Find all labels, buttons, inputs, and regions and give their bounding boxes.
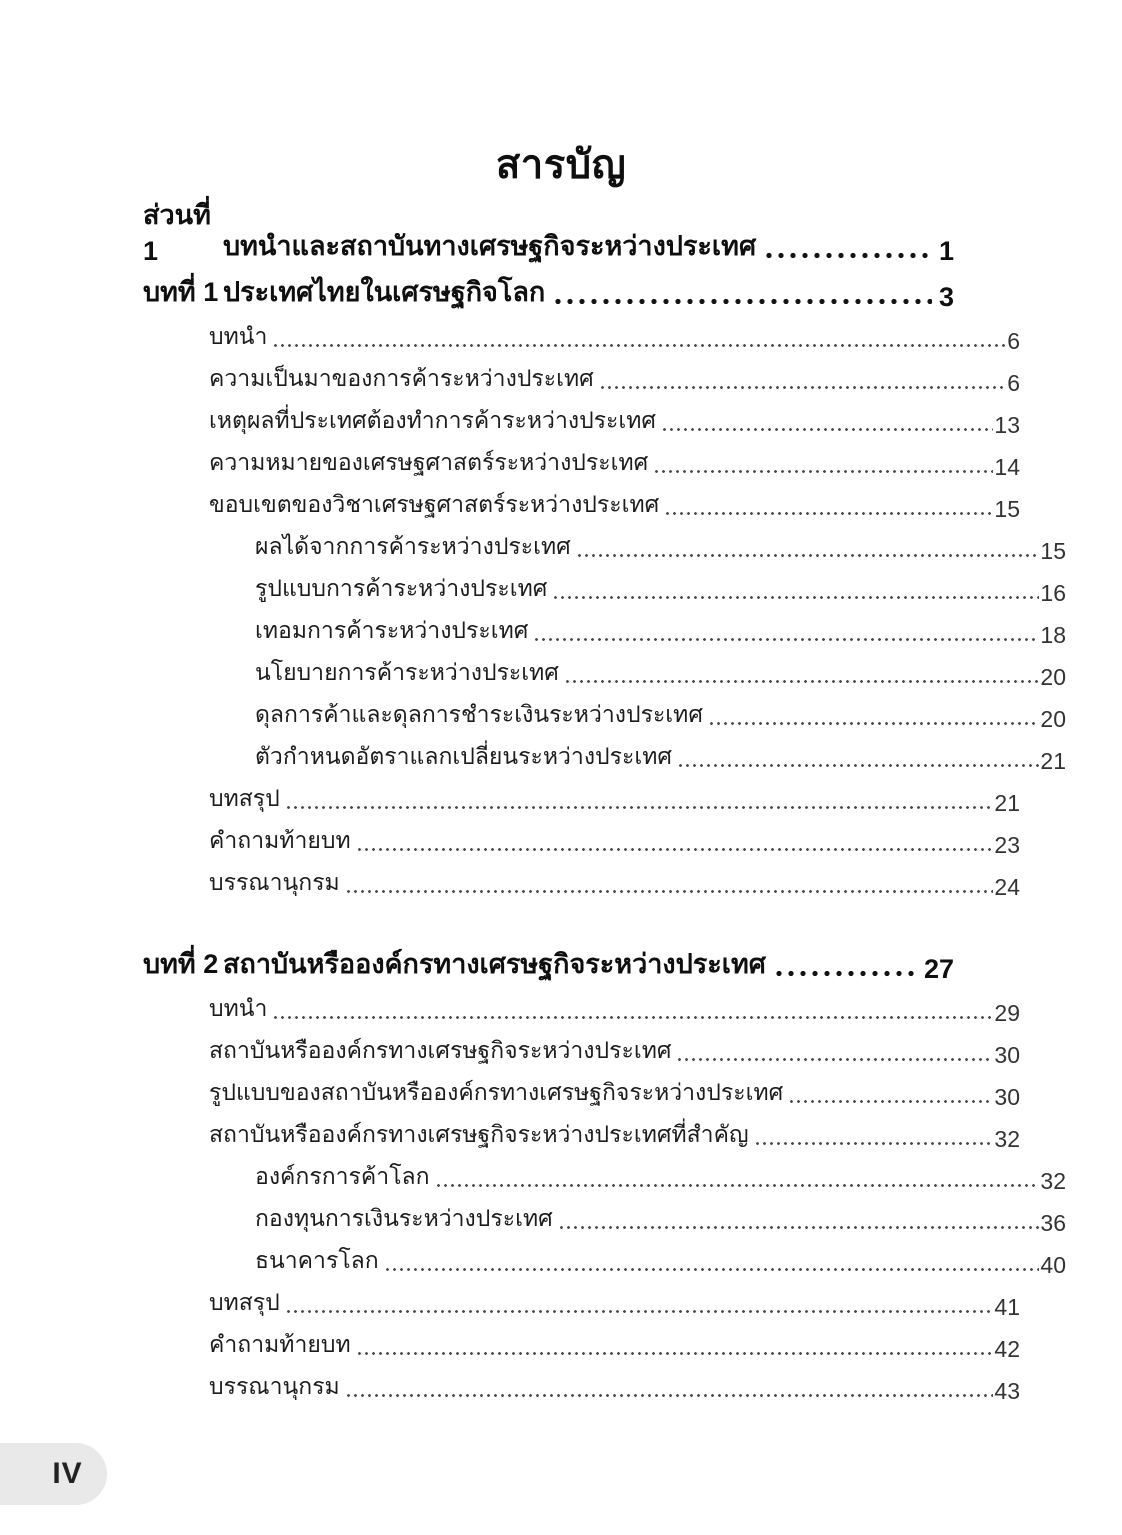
toc-row-title: ขอบเขตของวิชาเศรษฐศาสตร์ระหว่างประเทศ	[209, 491, 660, 517]
toc-leader-dots	[356, 845, 994, 854]
toc-row-label: บทที่ 1	[143, 277, 219, 307]
toc-row	[143, 1321, 1020, 1363]
toc-row	[143, 985, 1020, 1027]
toc-row	[143, 523, 1066, 565]
toc-leader-dots	[558, 1223, 1040, 1232]
toc-page-number: 40	[1040, 1252, 1066, 1278]
toc-row-title: สถาบันหรือองค์กรทางเศรษฐกิจระหว่างประเทศที่สำคัญ	[209, 1121, 749, 1147]
toc-leader-dots	[754, 1139, 994, 1148]
toc-row	[143, 1111, 1020, 1153]
toc-leader-dots	[552, 296, 932, 307]
toc-row	[143, 313, 1020, 355]
toc-page-number: 29	[994, 1000, 1020, 1026]
toc-leader-dots	[272, 1013, 993, 1022]
toc-page-number: 24	[994, 874, 1020, 900]
toc-page-number: 42	[994, 1336, 1020, 1362]
toc-page-number: 16	[1040, 580, 1066, 606]
toc-row-title: ดุลการค้าและดุลการชำระเงินระหว่างประเทศ	[255, 701, 703, 727]
toc-leader-dots	[435, 1181, 1040, 1190]
toc-leader-dots	[664, 509, 993, 518]
toc-page-number: 41	[994, 1294, 1020, 1320]
toc-row-title: เทอมการค้าระหว่างประเทศ	[255, 617, 529, 643]
toc-row-label: บทที่ 2	[143, 949, 219, 979]
toc-leader-dots	[552, 593, 1039, 602]
toc-leader-dots	[661, 425, 993, 434]
toc-leader-dots	[345, 1391, 994, 1400]
toc-leader-dots	[285, 1307, 994, 1316]
toc-page-number: 6	[1007, 370, 1020, 396]
toc-page-number: 43	[994, 1378, 1020, 1404]
toc-page-number: 27	[923, 954, 954, 984]
toc-leader-dots	[384, 1265, 1040, 1274]
toc-row	[143, 649, 1066, 691]
toc-row-title: ความเป็นมาของการค้าระหว่างประเทศ	[209, 365, 594, 391]
toc-row	[143, 267, 954, 313]
toc-page-number: 15	[994, 496, 1020, 522]
toc-page-number: 21	[1040, 748, 1066, 774]
toc-leader-dots	[345, 887, 994, 896]
toc-row	[143, 565, 1066, 607]
toc-page-number: 15	[1040, 538, 1066, 564]
toc-row	[143, 939, 954, 985]
toc-row-title: ธนาคารโลก	[255, 1247, 379, 1273]
toc-leader-dots	[773, 968, 917, 979]
toc-row	[143, 200, 954, 267]
toc-row-title: บทนำ	[209, 323, 268, 349]
toc-row-title: สถาบันหรือองค์กรทางเศรษฐกิจระหว่างประเทศ	[209, 1037, 672, 1063]
toc-page-number: 6	[1007, 328, 1020, 354]
toc-leader-dots	[677, 761, 1039, 770]
toc-row-label: ส่วนที่ 1	[143, 200, 211, 266]
toc-leader-dots	[653, 467, 993, 476]
toc-row	[143, 691, 1066, 733]
toc-row-title: กองทุนการเงินระหว่างประเทศ	[255, 1205, 553, 1231]
toc-row	[143, 439, 1020, 481]
toc-row	[143, 607, 1066, 649]
toc-row	[143, 1069, 1020, 1111]
toc-row-title: ผลได้จากการค้าระหว่างประเทศ	[255, 533, 571, 559]
toc-leader-dots	[676, 1055, 993, 1064]
toc-leader-dots	[576, 551, 1040, 560]
toc-page-number: 18	[1040, 622, 1066, 648]
toc-page-number: 32	[994, 1126, 1020, 1152]
toc-row-title: บทสรุป	[209, 1289, 280, 1315]
toc-row	[143, 775, 1020, 817]
page-number-badge	[0, 1443, 107, 1505]
toc-row-title: ตัวกำหนดอัตราแลกเปลี่ยนระหว่างประเทศ	[255, 743, 672, 769]
toc-leader-dots	[356, 1349, 994, 1358]
toc-row-title: นโยบายการค้าระหว่างประเทศ	[255, 659, 559, 685]
toc-leader-dots	[788, 1097, 993, 1106]
toc-row-title: เหตุผลที่ประเทศต้องทำการค้าระหว่างประเทศ	[209, 407, 657, 433]
toc-page-number: 20	[1040, 664, 1066, 690]
toc-leader-dots	[599, 383, 1006, 392]
toc-row-title: บรรณานุกรม	[209, 869, 340, 895]
page-title: สารบัญ	[495, 143, 627, 187]
toc-leader-dots	[533, 635, 1039, 644]
toc-page-number: 21	[994, 790, 1020, 816]
toc-page-number: 3	[938, 282, 954, 312]
toc-row-title: ความหมายของเศรษฐศาสตร์ระหว่างประเทศ	[209, 449, 649, 475]
toc-page-number: 20	[1040, 706, 1066, 732]
toc-leader-dots	[763, 250, 932, 261]
toc-row-title: ประเทศไทยในเศรษฐกิจโลก	[223, 277, 546, 307]
toc-page-number: 23	[994, 832, 1020, 858]
toc-leader-dots	[272, 341, 1006, 350]
toc-row	[143, 817, 1020, 859]
toc-leader-dots	[708, 719, 1039, 728]
toc-row-title: รูปแบบของสถาบันหรือองค์กรทางเศรษฐกิจระหว่างประเทศ	[209, 1079, 784, 1105]
toc-leader-dots	[285, 803, 994, 812]
toc-row-title: รูปแบบการค้าระหว่างประเทศ	[255, 575, 548, 601]
page-number: IV	[52, 1457, 83, 1490]
toc-page-number: 14	[994, 454, 1020, 480]
toc-list	[143, 200, 1066, 1405]
toc-row	[143, 397, 1020, 439]
toc-row	[143, 1279, 1020, 1321]
toc-row-title: บรรณานุกรม	[209, 1373, 340, 1399]
toc-row	[143, 733, 1066, 775]
toc-row-title: คำถามท้ายบท	[209, 1331, 351, 1357]
toc-page-number: 30	[994, 1042, 1020, 1068]
toc-page-number: 1	[938, 236, 954, 266]
toc-page-number: 13	[994, 412, 1020, 438]
toc-row	[143, 481, 1020, 523]
toc-row-title: บทนำ	[209, 995, 268, 1021]
toc-row-title: คำถามท้ายบท	[209, 827, 351, 853]
toc-row	[143, 1363, 1020, 1405]
toc-leader-dots	[564, 677, 1040, 686]
toc-row	[143, 859, 1020, 901]
toc-page-number: 30	[994, 1084, 1020, 1110]
toc-row-title: บทนำและสถาบันทางเศรษฐกิจระหว่างประเทศ	[223, 231, 757, 261]
toc-row-title: สถาบันหรือองค์กรทางเศรษฐกิจระหว่างประเทศ	[223, 949, 766, 979]
toc-row	[143, 1027, 1020, 1069]
toc-row	[143, 1237, 1066, 1279]
toc-row	[143, 355, 1020, 397]
toc-row	[143, 1153, 1066, 1195]
toc-row	[143, 1195, 1066, 1237]
toc-page-number: 32	[1040, 1168, 1066, 1194]
toc-row-title: องค์กรการค้าโลก	[255, 1163, 430, 1189]
toc-page-number: 36	[1040, 1210, 1066, 1236]
toc-row-title: บทสรุป	[209, 785, 280, 811]
